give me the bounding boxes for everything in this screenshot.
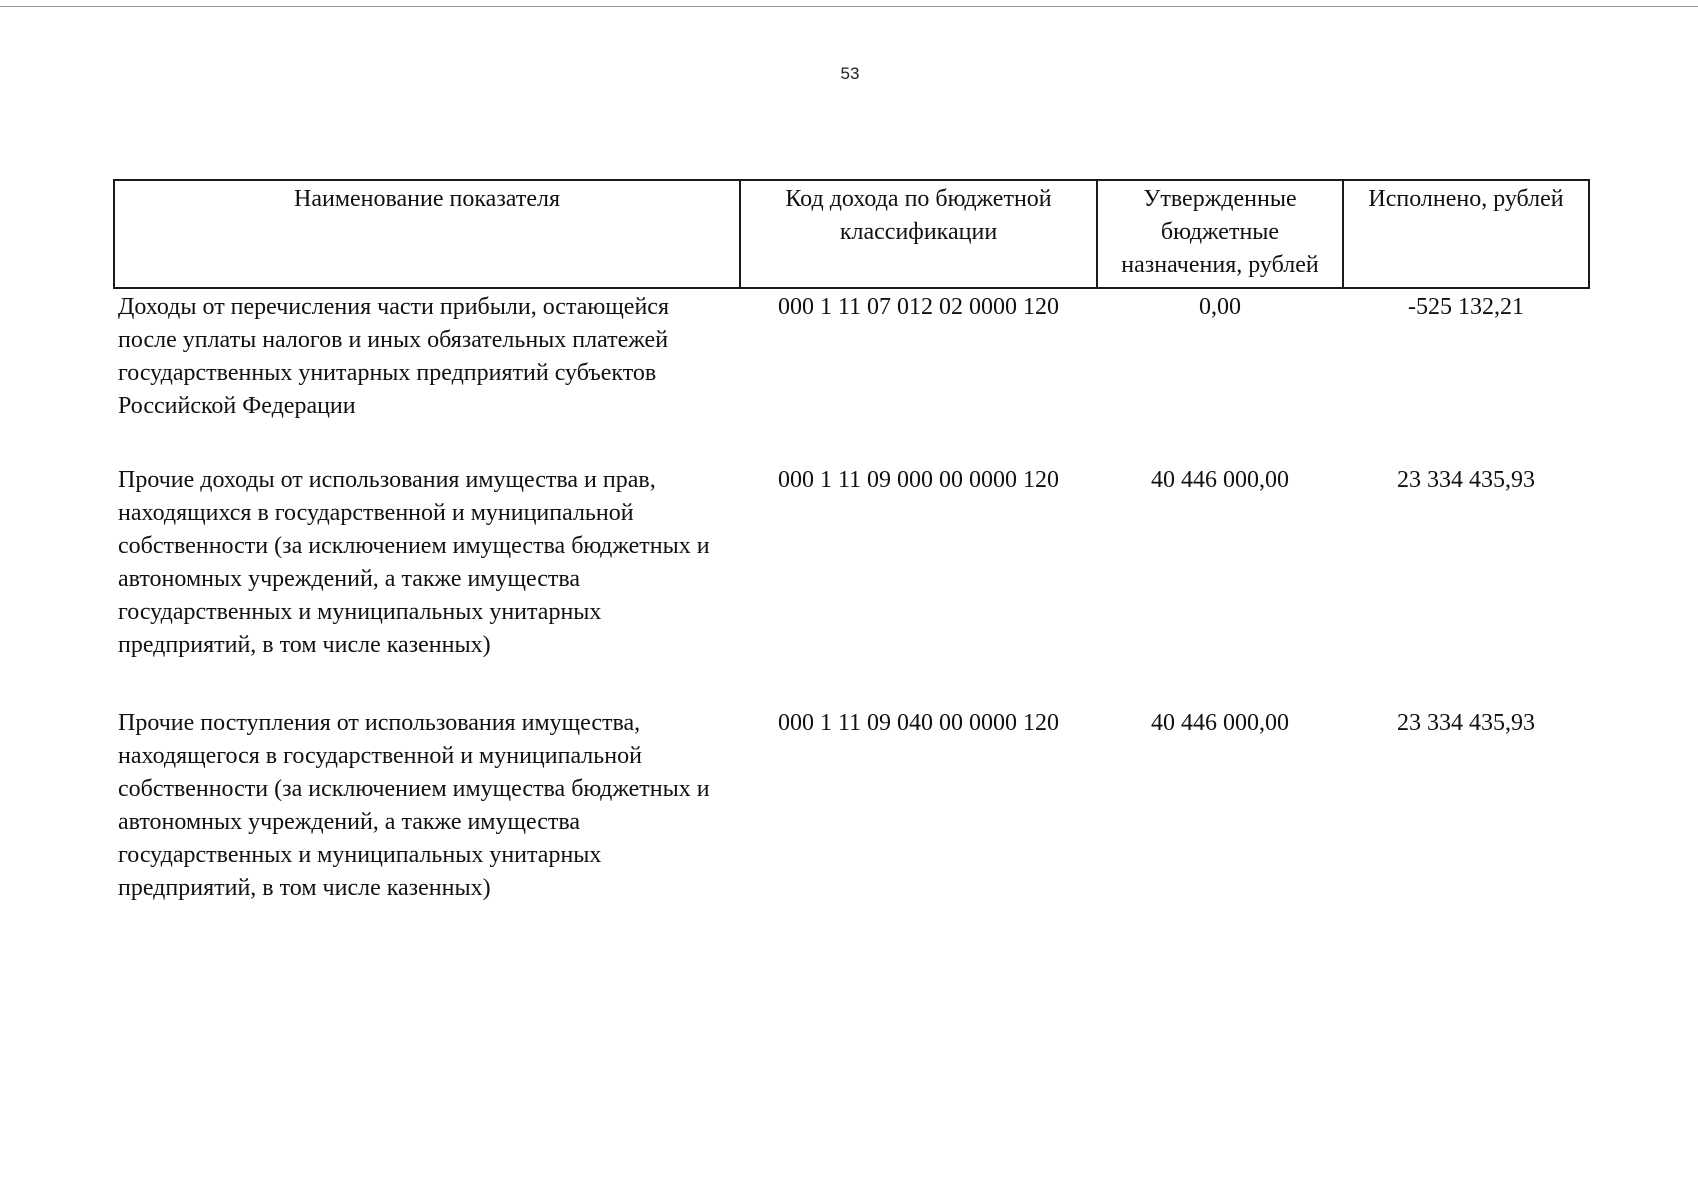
executed-amount-cell: 23 334 435,93: [1397, 710, 1535, 736]
indicator-name-cell: Прочие доходы от использования имущества и прав, находящихся в государственной и муниципальной собственности (за исключением имущества бюджетных и автономных учреждений, а также имущества государственных и муниципальных унитарных предприятий, в том числе казенных): [118, 467, 710, 658]
approved-amount-cell: 40 446 000,00: [1151, 467, 1289, 493]
table-header: [114, 180, 1589, 288]
indicator-name-cell: Доходы от перечисления части прибыли, остающейся после уплаты налогов и иных обязательных платежей государственных унитарных предприятий субъектов Российской Федерации: [118, 294, 669, 419]
executed-amount-cell: -525 132,21: [1408, 294, 1524, 320]
income-code-cell: 000 1 11 07 012 02 0000 120: [777, 294, 1060, 320]
scan-edge-line: [0, 6, 1698, 7]
approved-amount-cell: 0,00: [1199, 294, 1241, 320]
table-body: [114, 288, 1589, 907]
approved-amount-cell: 40 446 000,00: [1151, 710, 1289, 736]
table-row: [114, 705, 1589, 907]
header-row: [114, 180, 1589, 288]
table-row: [114, 462, 1589, 705]
budget-income-table: [113, 179, 1590, 907]
header-indicator-name: Наименование показателя: [114, 180, 740, 288]
income-code-cell: 000 1 11 09 040 00 0000 120: [777, 710, 1060, 736]
indicator-name-cell: Прочие поступления от использования имущества, находящегося в государственной и муниципальной собственности (за исключением имущества бюджетных и автономных учреждений, а также имущества государственных и муниципальных унитарных предприятий, в том числе казенных): [118, 710, 710, 901]
executed-amount-cell: 23 334 435,93: [1397, 467, 1535, 493]
header-income-code: Код дохода по бюджетной классификации: [740, 180, 1097, 288]
header-approved-amount: Утвержденные бюджетные назначения, рублей: [1097, 180, 1343, 288]
income-code-cell: 000 1 11 09 000 00 0000 120: [777, 467, 1060, 493]
page-number: 53: [840, 64, 860, 83]
table-row: [114, 288, 1589, 462]
header-executed-amount: Исполнено, рублей: [1343, 180, 1589, 288]
